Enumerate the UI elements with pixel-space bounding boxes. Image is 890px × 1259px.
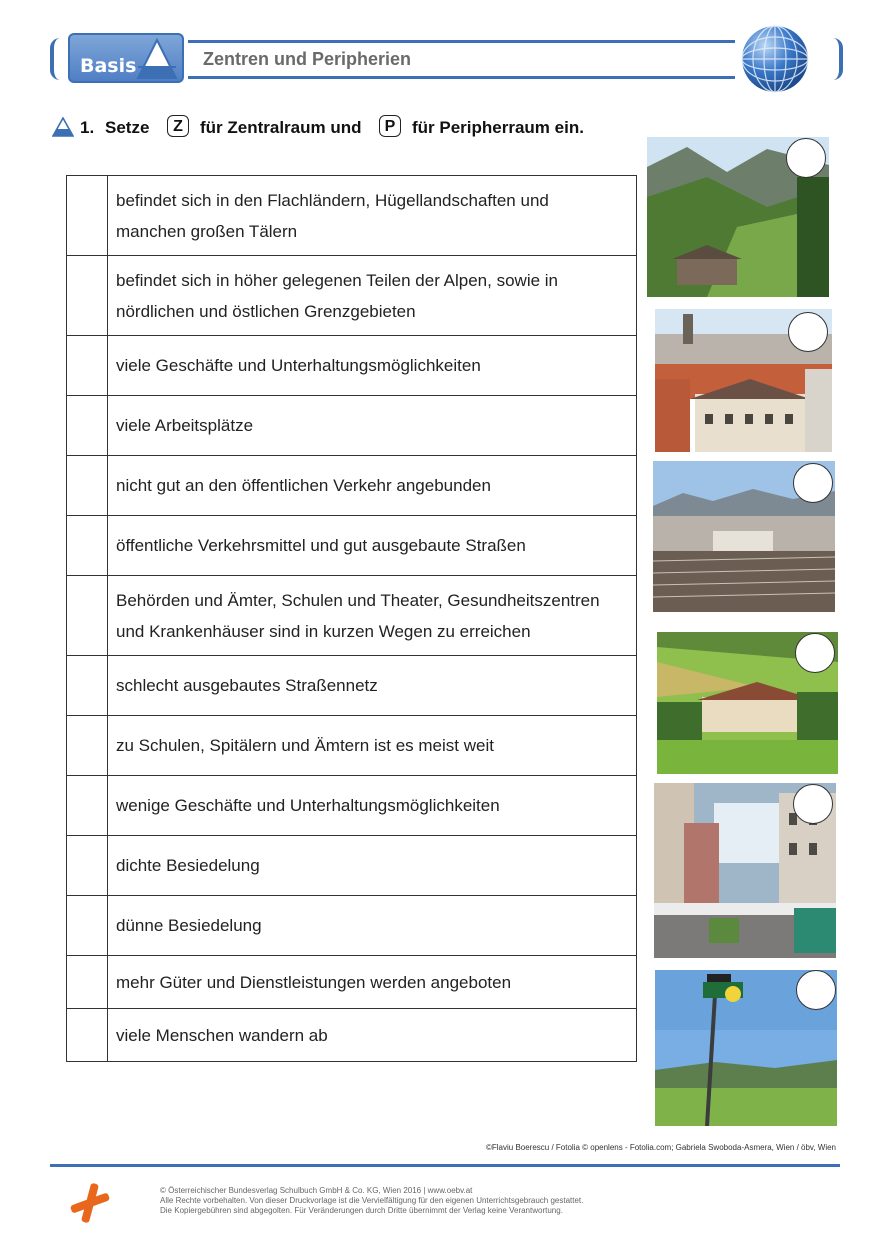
statement-text (108, 396, 636, 455)
table-row (67, 716, 637, 776)
statement-line: Behörden und Ämter, Schulen und Theater, Gesundheitszentren (116, 590, 600, 610)
task-text-3: für Peripherraum ein. (412, 118, 584, 137)
statement-text (108, 776, 636, 835)
globe-icon (739, 24, 811, 94)
answer-circle-2[interactable] (788, 312, 828, 352)
statement-line: viele Geschäfte und Unterhaltungsmöglichkeiten (116, 356, 481, 375)
statement-line: schlecht ausgebautes Straßennetz (116, 676, 378, 695)
statement-line: dünne Besiedelung (116, 916, 262, 935)
image-credit: ©Flaviu Boerescu / Fotolia © openlens - Fotolia.com; Gabriela Swoboda-Asmera, Wien / öbv, Wien (485, 1143, 836, 1152)
statement-line: nicht gut an den öffentlichen Verkehr angebunden (116, 476, 491, 495)
answer-circle-5[interactable] (793, 784, 833, 824)
answer-cell[interactable] (67, 516, 108, 575)
statement-line: nördlichen und östlichen Grenzgebieten (116, 301, 416, 321)
table-row (67, 176, 637, 256)
answer-circle-1[interactable] (786, 138, 826, 178)
statement-text (108, 896, 636, 955)
table-row (67, 456, 637, 516)
statement-line: zu Schulen, Spitälern und Ämtern ist es meist weit (116, 736, 494, 755)
answer-cell[interactable] (67, 336, 108, 395)
answer-circle-6[interactable] (796, 970, 836, 1010)
basis-level-icon (52, 117, 74, 137)
answer-circle-4[interactable] (795, 633, 835, 673)
answer-cell[interactable] (67, 896, 108, 955)
answer-cell[interactable] (67, 1009, 108, 1061)
statement-line: befindet sich in den Flachländern, Hügellandschaften und (116, 190, 549, 210)
table-row (67, 576, 637, 656)
statement-text (108, 836, 636, 895)
table-row (67, 776, 637, 836)
statement-text (108, 176, 636, 255)
header-rule-top (188, 40, 735, 43)
answer-cell[interactable] (67, 956, 108, 1008)
answer-cell[interactable] (67, 456, 108, 515)
statement-text (108, 516, 636, 575)
table-row (67, 656, 637, 716)
statement-text (108, 336, 636, 395)
page-title: Zentren und Peripherien (203, 49, 412, 69)
footer-line-3: Die Kopiergebühren sind abgegolten. Für Veränderungen durch Dritte übernimmt der Verlag keine Verantwortung. (160, 1206, 563, 1215)
answer-cell[interactable] (67, 716, 108, 775)
table-row (67, 336, 637, 396)
statement-text (108, 576, 636, 655)
header-rule-bottom (188, 76, 735, 79)
statement-line: wenige Geschäfte und Unterhaltungsmöglichkeiten (116, 796, 500, 815)
table-row (67, 836, 637, 896)
statement-line: dichte Besiedelung (116, 856, 260, 875)
footer-rule (50, 1164, 840, 1167)
table-row (67, 956, 637, 1009)
badge-label: Basis (80, 55, 137, 77)
key-box-z: Z (167, 115, 189, 137)
statement-line: viele Arbeitsplätze (116, 416, 254, 435)
answer-cell[interactable] (67, 776, 108, 835)
table-row (67, 1009, 637, 1062)
answer-cell[interactable] (67, 656, 108, 715)
table-row (67, 256, 637, 336)
statement-line: mehr Güter und Dienstleistungen werden angeboten (116, 972, 512, 992)
task-number: 1. (80, 118, 95, 137)
answer-cell[interactable] (67, 396, 108, 455)
answer-circle-3[interactable] (793, 463, 833, 503)
key-box-p: P (379, 115, 401, 137)
publisher-logo-icon (70, 1183, 110, 1223)
triangle-level-icon (136, 37, 178, 81)
answer-cell[interactable] (67, 256, 108, 335)
statement-line: befindet sich in höher gelegenen Teilen der Alpen, sowie in (116, 270, 558, 290)
statement-text (108, 956, 636, 1008)
level-badge (68, 33, 184, 83)
answer-cell[interactable] (67, 176, 108, 255)
statement-line: und Krankenhäuser sind in kurzen Wegen zu erreichen (116, 621, 531, 641)
statement-text (108, 256, 636, 335)
answer-cell[interactable] (67, 836, 108, 895)
statement-line: viele Menschen wandern ab (116, 1025, 328, 1045)
statement-line: manchen großen Tälern (116, 221, 298, 241)
answer-cell[interactable] (67, 576, 108, 655)
statement-text (108, 656, 636, 715)
statement-line: öffentliche Verkehrsmittel und gut ausgebaute Straßen (116, 536, 526, 555)
statement-text (108, 456, 636, 515)
table-row (67, 516, 637, 576)
task-text-2: für Zentralraum und (200, 118, 362, 137)
statement-table (66, 175, 637, 1062)
footer-line-1: © Österreichischer Bundesverlag Schulbuch GmbH & Co. KG, Wien 2016 | www.oebv.at (160, 1186, 473, 1195)
table-row (67, 896, 637, 956)
table-row (67, 396, 637, 456)
footer-text (160, 1186, 583, 1216)
statement-text (108, 716, 636, 775)
task-text-1: Setze (105, 118, 150, 137)
statement-text (108, 1009, 636, 1061)
footer-line-2: Alle Rechte vorbehalten. Von dieser Druckvorlage ist die Vervielfältigung für den eigenen Unterrichtsgebrauch gestattet. (160, 1196, 584, 1205)
